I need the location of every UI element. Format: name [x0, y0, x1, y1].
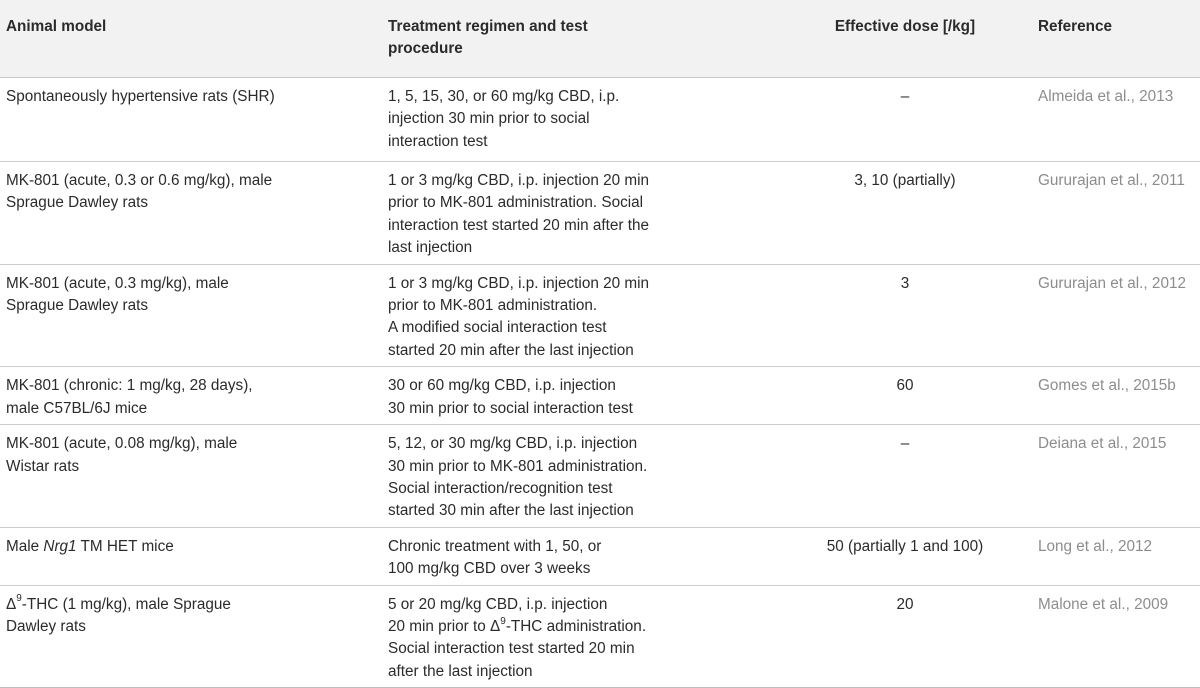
table-row	[0, 77, 1200, 161]
cell-animal-model	[0, 77, 388, 161]
cell-text-line: Spontaneously hypertensive rats (SHR)	[6, 87, 275, 105]
cell-text-line: interaction test started 20 min after the	[388, 216, 650, 234]
delta-symbol: Δ	[6, 595, 17, 613]
cell-text-line: 1 or 3 mg/kg CBD, i.p. injection 20 min	[388, 274, 650, 292]
cell-treatment	[388, 527, 772, 585]
model-prefix: Male	[6, 537, 44, 555]
table-row	[0, 425, 1200, 528]
table-row	[0, 367, 1200, 425]
cell-animal-model	[0, 264, 388, 367]
delta-symbol: Δ	[490, 617, 501, 635]
cell-effective-dose: –	[772, 77, 1038, 161]
cell-text-line: Sprague Dawley rats	[6, 194, 148, 212]
table-row	[0, 162, 1200, 265]
superscript: 9	[16, 593, 22, 605]
cell-text-line: MK-801 (acute, 0.3 or 0.6 mg/kg), male	[6, 172, 273, 190]
cell-text-line	[388, 616, 772, 638]
cell-reference: Gomes et al., 2015b	[1038, 367, 1200, 425]
cell-animal-model	[0, 527, 388, 585]
cell-effective-dose: 50 (partially 1 and 100)	[772, 527, 1038, 585]
cell-animal-model	[0, 162, 388, 265]
cell-reference: Gururajan et al., 2012	[1038, 264, 1200, 367]
cell-text-line: 5 or 20 mg/kg CBD, i.p. injection	[388, 595, 608, 613]
cell-treatment	[388, 77, 772, 161]
header-row	[0, 0, 1200, 77]
cell-text-line: 5, 12, or 30 mg/kg CBD, i.p. injection	[388, 435, 638, 453]
cell-text-line: started 30 min after the last injection	[388, 502, 634, 520]
cell-text-line: interaction test	[388, 132, 488, 150]
header-treatment	[388, 0, 772, 77]
cell-text-line: injection 30 min prior to social	[388, 110, 590, 128]
cell-reference: Malone et al., 2009	[1038, 585, 1200, 688]
cell-reference: Gururajan et al., 2011	[1038, 162, 1200, 265]
cell-text-line: MK-801 (acute, 0.3 mg/kg), male	[6, 274, 229, 292]
table-header	[0, 0, 1200, 77]
cell-text-line: started 20 min after the last injection	[388, 341, 634, 359]
cell-reference: Long et al., 2012	[1038, 527, 1200, 585]
cell-treatment	[388, 585, 772, 688]
table-row	[0, 264, 1200, 367]
cell-effective-dose: 60	[772, 367, 1038, 425]
cell-text-line: 100 mg/kg CBD over 3 weeks	[388, 560, 591, 578]
cell-treatment	[388, 162, 772, 265]
table-body	[0, 77, 1200, 687]
header-animal-model: Animal model	[0, 0, 388, 77]
cell-text-line: 30 min prior to social interaction test	[388, 399, 633, 417]
header-treatment-line: Treatment regimen and test	[388, 18, 588, 35]
cell-text-line	[6, 594, 388, 616]
cell-effective-dose: 20	[772, 585, 1038, 688]
cell-effective-dose: –	[772, 425, 1038, 528]
cell-text-line: prior to MK-801 administration.	[388, 297, 598, 315]
cell-text-line: male C57BL/6J mice	[6, 399, 148, 417]
cell-text-line: MK-801 (chronic: 1 mg/kg, 28 days),	[6, 377, 253, 395]
cell-text-line: Dawley rats	[6, 617, 86, 635]
header-effective-dose: Effective dose [/kg]	[772, 0, 1038, 77]
cell-animal-model	[0, 367, 388, 425]
header-treatment-line: procedure	[388, 40, 463, 58]
cell-animal-model	[0, 425, 388, 528]
cell-reference: Deiana et al., 2015	[1038, 425, 1200, 528]
cell-text-line: MK-801 (acute, 0.08 mg/kg), male	[6, 435, 238, 453]
treatment-suffix: -THC administration.	[505, 617, 647, 635]
cell-text-line	[6, 536, 388, 558]
cell-effective-dose: 3	[772, 264, 1038, 367]
cell-treatment	[388, 264, 772, 367]
treatment-prefix: 20 min prior to	[388, 617, 491, 635]
cell-text-line: last injection	[388, 239, 473, 257]
model-suffix: TM HET mice	[76, 537, 174, 555]
table-row	[0, 527, 1200, 585]
cell-text-line: Social interaction test started 20 min	[388, 640, 635, 658]
cell-text-line: Chronic treatment with 1, 50, or	[388, 537, 602, 555]
cell-text-line: A modified social interaction test	[388, 319, 607, 337]
header-reference: Reference	[1038, 0, 1200, 77]
gene-name: Nrg1	[43, 537, 77, 555]
cell-text-line: 1, 5, 15, 30, or 60 mg/kg CBD, i.p.	[388, 87, 620, 105]
superscript: 9	[500, 615, 506, 627]
table-row	[0, 585, 1200, 688]
model-rest: -THC (1 mg/kg), male Sprague	[21, 595, 231, 613]
cell-text-line: Social interaction/recognition test	[388, 479, 613, 497]
cell-text-line: Sprague Dawley rats	[6, 297, 148, 315]
cell-text-line: Wistar rats	[6, 457, 80, 475]
cell-text-line: 30 min prior to MK-801 administration.	[388, 457, 648, 475]
cell-effective-dose: 3, 10 (partially)	[772, 162, 1038, 265]
cell-text-line: after the last injection	[388, 662, 533, 680]
cell-treatment	[388, 425, 772, 528]
cell-text-line: prior to MK-801 administration. Social	[388, 194, 644, 212]
cell-animal-model	[0, 585, 388, 688]
cell-text-line: 30 or 60 mg/kg CBD, i.p. injection	[388, 377, 616, 395]
cell-text-line: 1 or 3 mg/kg CBD, i.p. injection 20 min	[388, 172, 650, 190]
cell-treatment	[388, 367, 772, 425]
cell-reference: Almeida et al., 2013	[1038, 77, 1200, 161]
